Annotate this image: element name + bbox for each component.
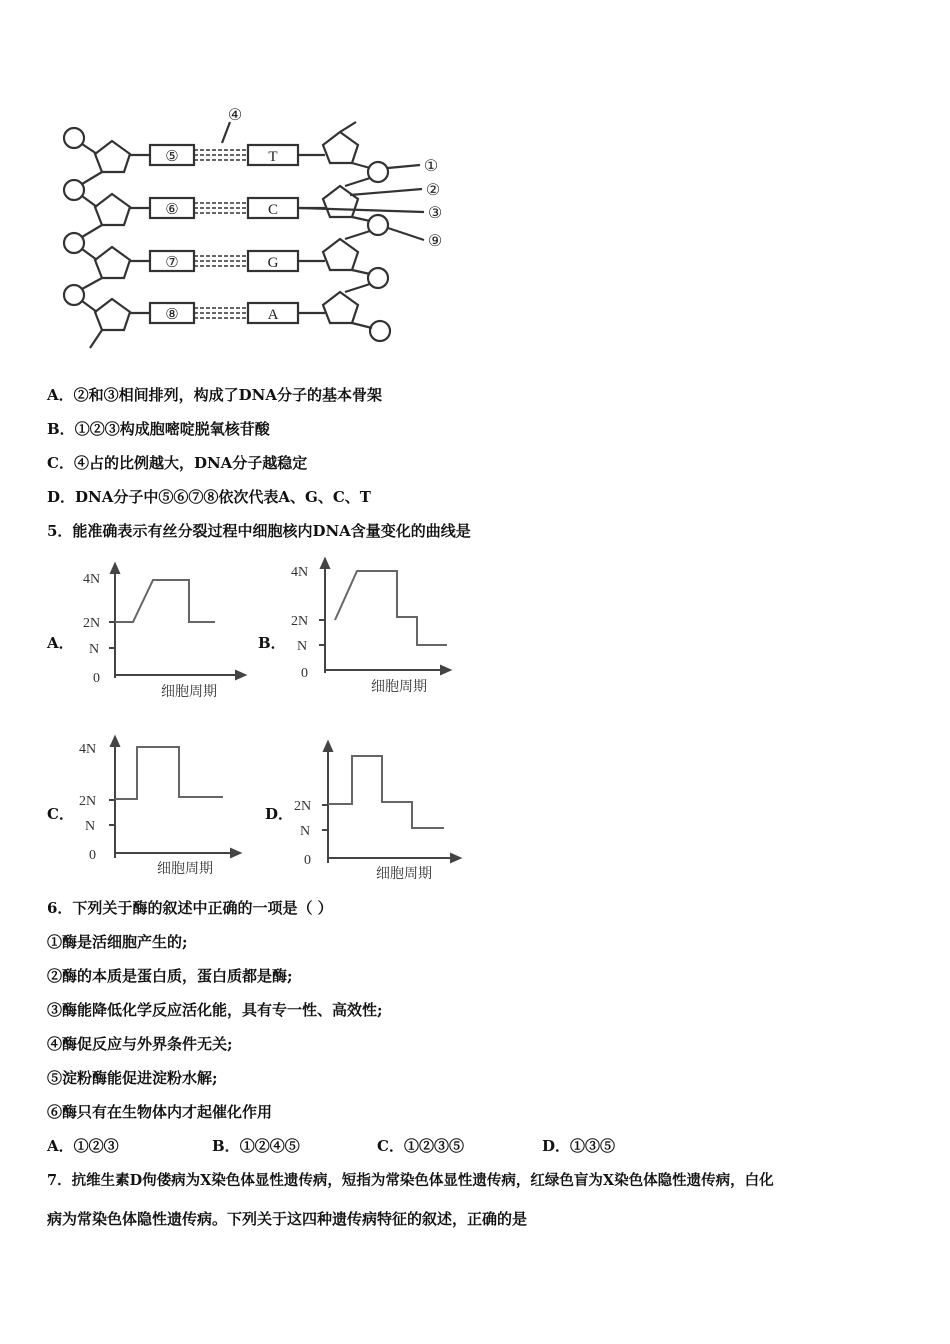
q6-choice-b [212,1136,300,1156]
deoxyribose-pentagon [95,299,130,330]
pointer-label: ⑨ [427,233,443,250]
base-label-left: ⑥ [165,202,179,218]
choice-letter: D． [542,1137,571,1155]
q6-choice-a [47,1136,119,1156]
choice-text: ①③⑤ [570,1137,616,1155]
option-letter: B． [47,420,75,438]
pointer-label: ② [425,182,441,199]
dna-curve [115,747,223,799]
tick-2n: 2N [79,794,97,809]
deoxyribose-pentagon [323,239,358,270]
phosphate-circle [64,128,84,148]
graph-a [75,560,255,700]
base-label-left: ⑧ [165,307,179,323]
deoxyribose-pentagon [95,194,130,225]
tick-0: 0 [301,666,308,681]
q4-option-c [47,453,307,473]
x-axis-arrow [441,666,450,674]
q4-option-b [47,419,270,439]
q6-item-4: ④酶促反应与外界条件无关; [47,1035,233,1053]
graph-label-a: A． [47,634,74,652]
deoxyribose-pentagon [95,247,130,278]
graph-d [290,738,475,883]
tick-0: 0 [89,848,96,863]
base-label-left: ⑦ [165,255,179,271]
choice-letter: B． [212,1137,240,1155]
deoxyribose-pentagon [323,292,358,323]
deoxyribose-pentagon [323,186,358,217]
q7-stem-line-2: 病为常染色体隐性遗传病。下列关于这四种遗传病特征的叙述，正确的是 [47,1210,528,1228]
phosphate-circle [368,268,388,288]
dna-curve [335,571,447,645]
x-axis-label: 细胞周期 [161,685,217,700]
base-label-right: T [268,149,278,165]
y-axis-arrow [111,737,119,746]
tick-n: N [300,824,311,839]
tick-4n: 4N [79,742,97,757]
base-label-right: G [267,255,279,271]
q6-item-2: ②酶的本质是蛋白质，蛋白质都是酶; [47,967,293,985]
option-letter: C． [47,454,74,472]
phosphate-circle [368,215,388,235]
phosphate-circle [370,321,390,341]
q4-option-a [47,385,382,405]
base-label-left: ⑤ [165,149,179,165]
option-text: ②和③相间排列，构成了DNA分子的基本骨架 [73,386,382,404]
tick-2n: 2N [83,616,101,631]
q6-item-5: ⑤淀粉酶能促进淀粉水解; [47,1069,218,1087]
x-axis-arrow [451,854,460,862]
x-axis-label: 细胞周期 [157,862,213,877]
dna-curve [328,756,444,828]
q6-item-3: ③酶能降低化学反应活化能，具有专一性、高效性; [47,1001,383,1019]
pointer-label: ① [423,158,439,175]
option-letter: A． [47,386,74,404]
graph-label-b: B． [258,634,286,652]
phosphate-circle [64,285,84,305]
tick-0: 0 [93,671,100,686]
graph-c [75,733,255,878]
tick-4n: 4N [83,572,101,587]
choice-letter: C． [377,1137,404,1155]
q7-stem-line-1: 7．抗维生素D佝偻病为X染色体显性遗传病，短指为常染色体显性遗传病，红绿色盲为X染色体隐性遗传病，白化 [47,1172,774,1189]
option-letter: D． [47,488,76,506]
x-axis-arrow [231,849,240,857]
x-axis-label: 细胞周期 [371,680,427,695]
y-axis-arrow [324,742,332,751]
phosphate-circle [64,233,84,253]
q6-choice-d [542,1136,615,1156]
choice-text: ①②④⑤ [239,1137,300,1155]
q6-item-6: ⑥酶只有在生物体内才起催化作用 [47,1103,273,1121]
dna-structure-figure [0,0,950,370]
tick-4n: 4N [291,565,309,580]
tick-0: 0 [304,853,311,868]
choice-text: ①②③ [73,1137,119,1155]
option-text: ④占的比例越大，DNA分子越稳定 [73,454,308,472]
tick-n: N [85,819,96,834]
base-label-right: C [267,202,279,218]
pointer-label: ④ [227,107,243,124]
x-axis-arrow [236,671,245,679]
pointer-label: ③ [427,205,443,222]
deoxyribose-pentagon [95,141,130,172]
phosphate-circle [64,180,84,200]
tick-n: N [297,639,308,654]
dna-curve [115,580,215,622]
x-axis-label: 细胞周期 [376,867,432,882]
choice-text: ①②③⑤ [403,1137,464,1155]
q5-stem: 5．能准确表示有丝分裂过程中细胞核内DNA含量变化的曲线是 [47,522,471,540]
choice-letter: A． [47,1137,74,1155]
tick-2n: 2N [291,614,309,629]
option-text: ①②③构成胞嘧啶脱氧核苷酸 [74,420,270,438]
y-axis-arrow [111,564,119,573]
q6-stem: 6．下列关于酶的叙述中正确的一项是（ ） [47,899,333,917]
tick-2n: 2N [294,799,312,814]
q6-choice-c [377,1136,464,1156]
q6-item-1: ①酶是活细胞产生的; [47,933,188,951]
base-label-right: A [267,307,279,323]
phosphate-circle [368,162,388,182]
option-text: DNA分子中⑤⑥⑦⑧依次代表A、G、C、T [75,488,371,506]
y-axis-arrow [321,559,329,568]
graph-label-d: D． [265,805,294,823]
q4-option-d [47,487,371,507]
graph-b [285,555,465,695]
deoxyribose-pentagon [323,132,358,163]
graph-label-c: C． [47,805,74,823]
tick-n: N [89,642,100,657]
